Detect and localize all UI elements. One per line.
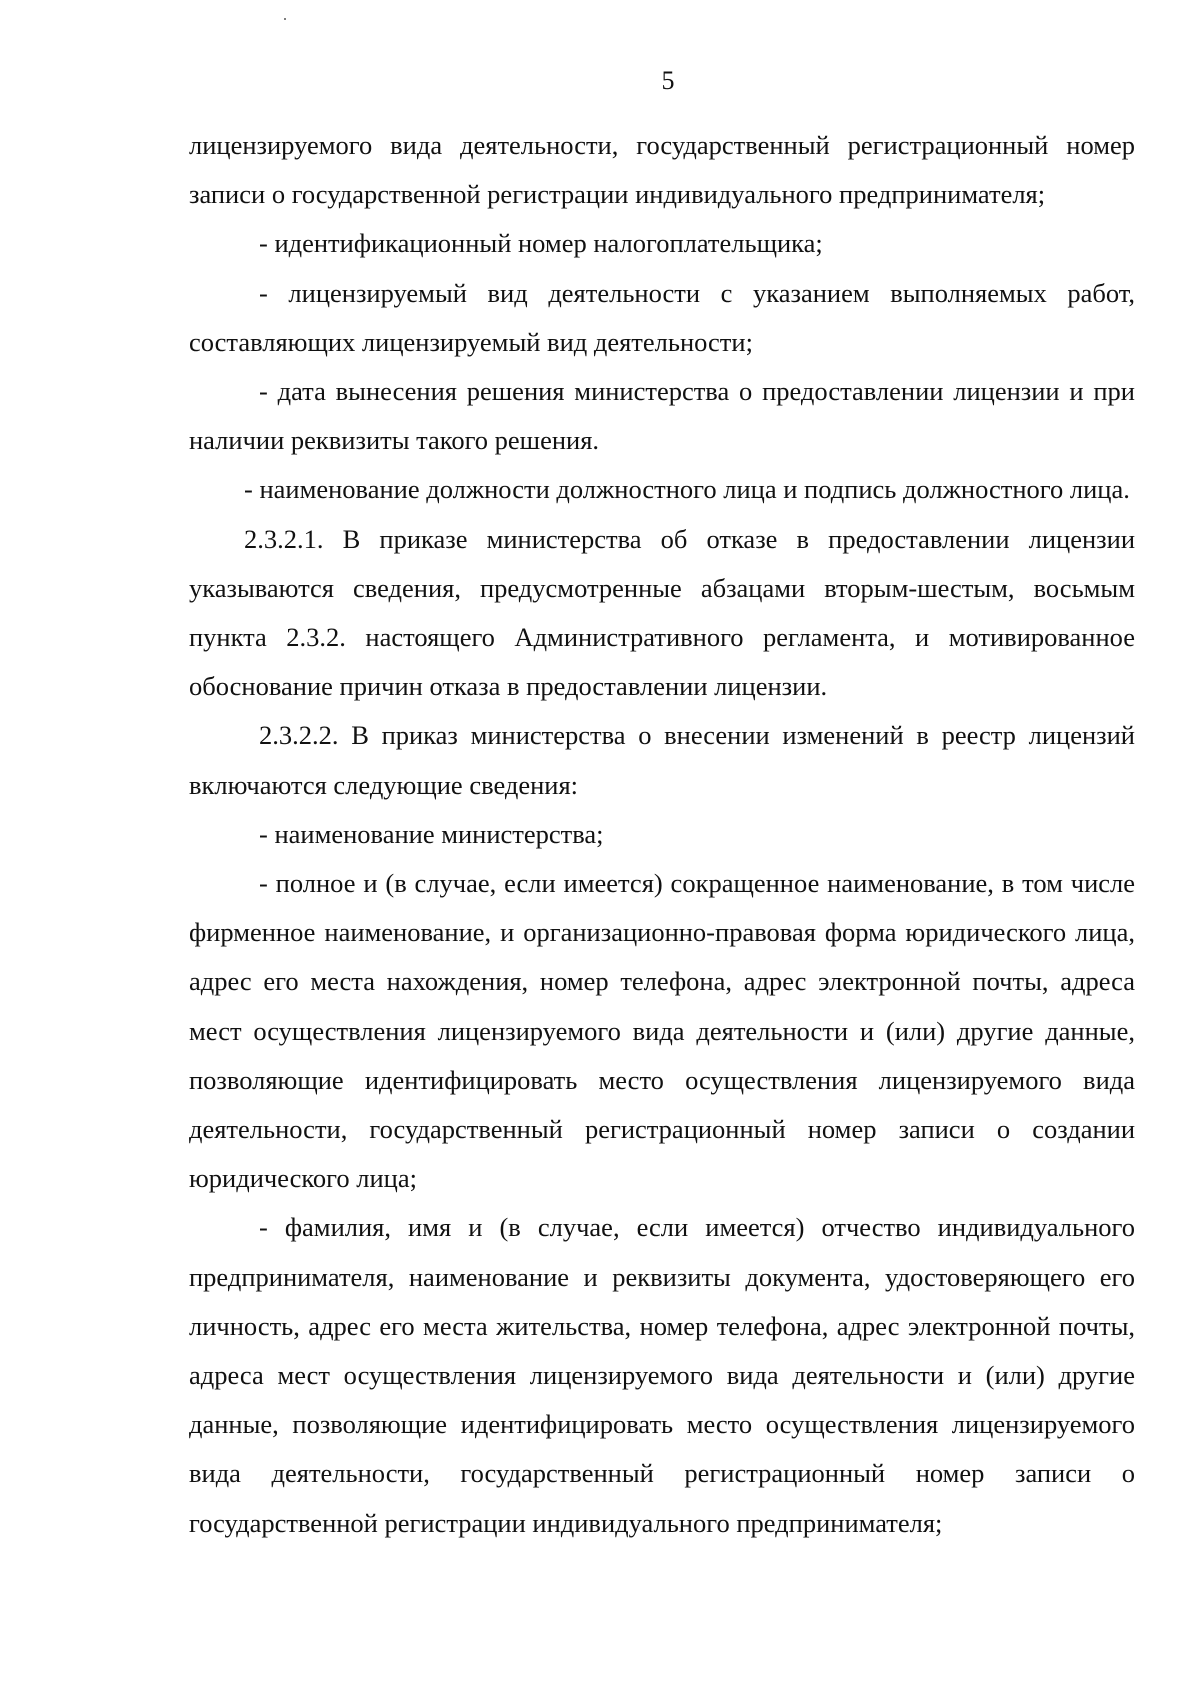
paragraph-ministry-name: - наименование министерства; — [259, 818, 604, 849]
paragraph-2-3-2-1: 2.3.2.1. В приказе министерства об отказе в предоставлении лицензии указываются сведения, предусмотренные абзацами вторым-шестым, восьмым пункта 2.3.2. настоящего Административного регламента, и мотивированное обоснование причин отказа в предоставлении лицензии. — [189, 523, 1135, 702]
paragraph-continuation: лицензируемого вида деятельности, государственный регистрационный номер записи о государственной регистрации индивидуального предпринимателя; — [189, 130, 1135, 210]
paragraph-inn: - идентификационный номер налогоплательщика; — [259, 228, 823, 259]
paragraph-decision-date: - дата вынесения решения министерства о предоставлении лицензии и при наличии реквизиты такого решения. — [189, 376, 1135, 456]
document-body — [189, 121, 1135, 1548]
paragraph-individual-entrepreneur: - фамилия, имя и (в случае, если имеется) отчество индивидуального предпринимателя, наименование и реквизиты документа, удостоверяющего его личность, адрес его места жительства, номер телефона, адрес электронной почты, адреса мест осуществления лицензируемого вида деятельности и (или) другие данные, позволяющие идентифицировать место осуществления лицензируемого вида деятельности, государственный регистрационный номер записи о государственной регистрации индивидуального предпринимателя; — [189, 1212, 1135, 1538]
paragraph-2-3-2-2: 2.3.2.2. В приказ министерства о внесении изменений в реестр лицензий включаются следующие сведения: — [189, 720, 1135, 800]
paragraph-official-signature: - наименование должности должностного лица и подпись должностного лица. — [244, 474, 1130, 505]
paragraph-legal-entity: - полное и (в случае, если имеется) сокращенное наименование, в том числе фирменное наименование, и организационно-правовая форма юридического лица, адрес его места нахождения, номер телефона, адрес электронной почты, адреса мест осуществления лицензируемого вида деятельности и (или) другие данные, позволяющие идентифицировать место осуществления лицензируемого вида деятельности, государственный регистрационный номер записи о создании юридического лица; — [189, 868, 1135, 1194]
paragraph-activity-type: - лицензируемый вид деятельности с указанием выполняемых работ, составляющих лицензируемый вид деятельности; — [189, 277, 1135, 357]
scan-speck — [284, 18, 286, 20]
page-number: 5 — [661, 66, 675, 95]
